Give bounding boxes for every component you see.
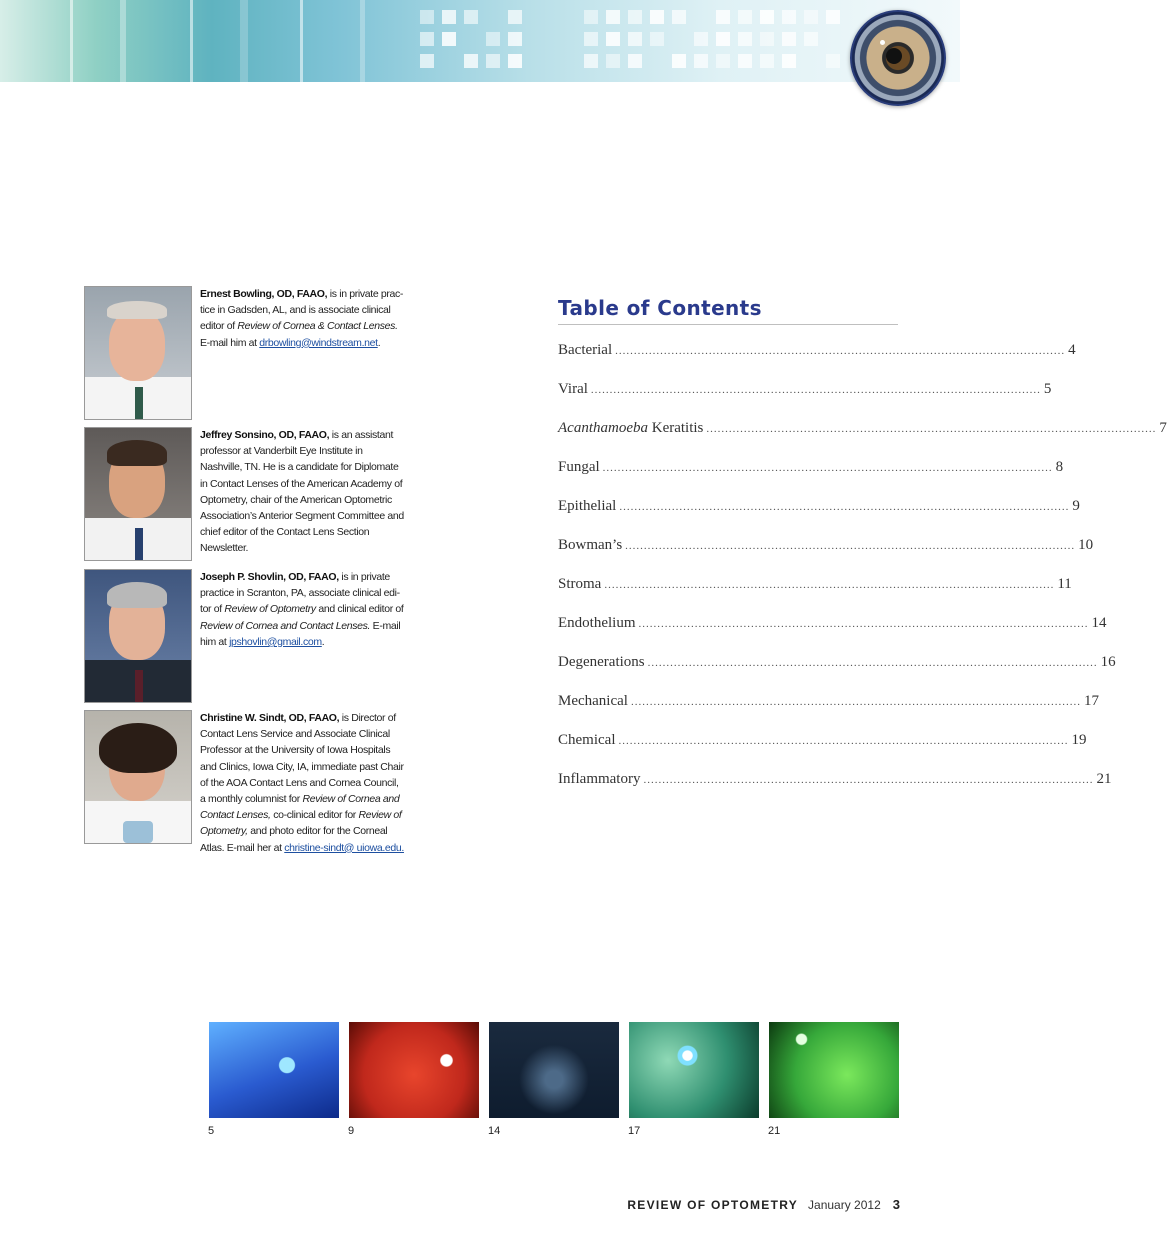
clinical-photo-thumbnail[interactable] [629, 1022, 759, 1118]
contributor-bio: Jeffrey Sonsino, OD, FAAO, is an assistant professor at Vanderbilt Eye Institute in Nashville, TN. He is a candidate for Diplomate in Contact Lenses of the American Academy of Optometry, chair of the American Optometric Association’s Anterior Segment Committee and chief editor of the Contact Lens Section Newsletter. [200, 429, 404, 555]
page-number: 3 [892, 1197, 900, 1212]
toc-leader-dots: ........................................................................................................................ [590, 384, 1041, 396]
banner-tile [716, 10, 730, 24]
banner-tile [420, 32, 434, 46]
toc-item-label: Epithelial [558, 498, 617, 514]
banner-tile [804, 32, 818, 46]
toc-leader-dots: ........................................................................................................................ [618, 735, 1069, 747]
contributor-bio: Christine W. Sindt, OD, FAAO, is Director of Contact Lens Service and Associate Clinical Professor at the University of Iowa Hospitals and Clinics, Iowa City, IA, immediate past Chair of the AOA Contact Lens and Cornea Council, a monthly columnist for Review of Cornea and Contact Lenses, co-clinical editor for Review of Optometry, and photo editor for the Corneal Atlas. E-mail her at christine-sindt@ uiowa.edu. [200, 712, 404, 854]
banner-tile [584, 10, 598, 24]
banner-tile [738, 32, 752, 46]
banner-tile [672, 54, 686, 68]
toc-leader-dots: ........................................................................................................................ [630, 696, 1081, 708]
header-banner [0, 0, 960, 82]
banner-tile [716, 54, 730, 68]
banner-tile [606, 54, 620, 68]
banner-tile [420, 54, 434, 68]
banner-tile [782, 10, 796, 24]
clinical-photo-thumbnail[interactable] [349, 1022, 479, 1118]
toc-item[interactable] [558, 342, 1076, 364]
toc-item-page: 10 [1078, 537, 1094, 553]
clinical-photo-thumbnail[interactable] [769, 1022, 899, 1118]
toc-item-page: 11 [1057, 576, 1072, 592]
magazine-name: REVIEW OF OPTOMETRY [627, 1198, 799, 1212]
toc-item-page: 4 [1068, 342, 1076, 358]
thumbnail-caption: 17 [628, 1125, 641, 1137]
toc-item-label: Chemical [558, 732, 616, 748]
banner-tile [826, 54, 840, 68]
table-of-contents [558, 296, 1167, 787]
banner-tile [738, 10, 752, 24]
toc-item-page: 19 [1071, 732, 1087, 748]
toc-item[interactable] [558, 732, 1087, 754]
banner-tile [694, 54, 708, 68]
toc-item-page: 9 [1072, 498, 1080, 514]
email-link[interactable]: jpshovlin@gmail.com [229, 635, 322, 648]
toc-item-label: Endothelium [558, 615, 636, 631]
page-footer [627, 1197, 900, 1212]
banner-tile [694, 32, 708, 46]
toc-item-label: Mechanical [558, 693, 628, 709]
toc-item-page: 16 [1100, 654, 1116, 670]
banner-tile [486, 32, 500, 46]
banner-tile [584, 32, 598, 46]
banner-tile [716, 32, 730, 46]
toc-title: Table of Contents [558, 296, 898, 325]
toc-leader-dots: ........................................................................................................................ [638, 618, 1089, 630]
contributor-photo [84, 710, 192, 844]
toc-leader-dots: ........................................................................................................................ [619, 501, 1070, 513]
toc-leader-dots: ........................................................................................................................ [615, 345, 1066, 357]
banner-tile [442, 32, 456, 46]
toc-item-label: Bacterial [558, 342, 613, 358]
eye-pupil [886, 48, 902, 64]
banner-tile [782, 32, 796, 46]
contributor-bio: Ernest Bowling, OD, FAAO, is in private prac- tice in Gadsden, AL, and is associate clinical editor of Review of Cornea & Contact Lenses. E-mail him at drbowling@windstream.net. [200, 288, 404, 349]
clinical-photo-thumbnail[interactable] [489, 1022, 619, 1118]
toc-item-label: Viral [558, 381, 588, 397]
banner-tile [628, 10, 642, 24]
thumbnail-caption: 9 [348, 1125, 355, 1137]
toc-item-page: 21 [1096, 771, 1112, 787]
toc-item-label: Inflammatory [558, 771, 641, 787]
toc-item-page: 5 [1043, 381, 1052, 397]
banner-tile [760, 54, 774, 68]
toc-item-label: Acanthamoeba Keratitis [558, 420, 704, 436]
banner-tile [782, 54, 796, 68]
toc-leader-dots: ........................................................................................................................ [604, 579, 1055, 591]
toc-item[interactable] [558, 693, 1099, 715]
email-link[interactable]: drbowling@windstream.net [259, 336, 378, 349]
toc-item-page: 7 [1159, 420, 1167, 436]
contributor-photo [84, 569, 192, 703]
toc-item[interactable] [558, 537, 1094, 559]
eye-glint [880, 40, 885, 45]
toc-item[interactable] [558, 576, 1072, 598]
toc-item[interactable] [558, 459, 1064, 481]
contributor-photo [84, 286, 192, 420]
toc-item[interactable] [558, 498, 1080, 520]
banner-tile [650, 32, 664, 46]
toc-item[interactable] [558, 615, 1107, 637]
toc-item-page: 8 [1055, 459, 1064, 475]
contributor-photo [84, 427, 192, 561]
banner-tile [738, 54, 752, 68]
clinical-photo-thumbnail[interactable] [209, 1022, 339, 1118]
toc-leader-dots: ........................................................................................................................ [625, 540, 1076, 552]
contributor-bio: Joseph P. Shovlin, OD, FAAO, is in private practice in Scranton, PA, associate clinical edi-tor of Review of Optometry and clinical editor of Review of Cornea and Contact Lenses. E-mail him at jpshovlin@gmail.com. [200, 571, 404, 648]
banner-tile [760, 32, 774, 46]
issue-date: January 2012 [808, 1198, 881, 1212]
toc-item-label: Fungal [558, 459, 600, 475]
banner-tile [606, 10, 620, 24]
email-link[interactable]: christine-sindt@ uiowa.edu. [284, 841, 404, 854]
banner-tile [464, 54, 478, 68]
banner-tile [420, 10, 434, 24]
toc-leader-dots: ........................................................................................................................ [643, 774, 1094, 786]
toc-item-page: 14 [1091, 615, 1107, 631]
banner-tile [442, 10, 456, 24]
banner-tile [508, 54, 522, 68]
thumbnail-caption: 14 [488, 1125, 501, 1137]
toc-item[interactable] [558, 771, 1112, 793]
banner-tile [464, 10, 478, 24]
toc-item[interactable] [558, 654, 1116, 676]
banner-tile [760, 10, 774, 24]
toc-item[interactable] [558, 381, 1052, 403]
thumbnail-caption: 21 [768, 1125, 781, 1137]
banner-tile [584, 54, 598, 68]
banner-tile [672, 10, 686, 24]
banner-tile [650, 10, 664, 24]
banner-tile [508, 32, 522, 46]
toc-item-label: Stroma [558, 576, 602, 592]
toc-item[interactable] [558, 420, 1167, 442]
banner-tile [486, 54, 500, 68]
banner-tile [628, 54, 642, 68]
toc-item-page: 17 [1083, 693, 1099, 709]
toc-leader-dots: ........................................................................................................................ [706, 423, 1157, 435]
banner-tile [606, 32, 620, 46]
toc-leader-dots: ........................................................................................................................ [647, 657, 1098, 669]
thumbnail-caption: 5 [208, 1125, 215, 1137]
toc-item-label: Degenerations [558, 654, 645, 670]
toc-leader-dots: ........................................................................................................................ [602, 462, 1053, 474]
toc-item-label: Bowman’s [558, 537, 623, 553]
banner-tile [826, 10, 840, 24]
banner-tile [804, 10, 818, 24]
banner-tile [508, 10, 522, 24]
banner-tile [628, 32, 642, 46]
